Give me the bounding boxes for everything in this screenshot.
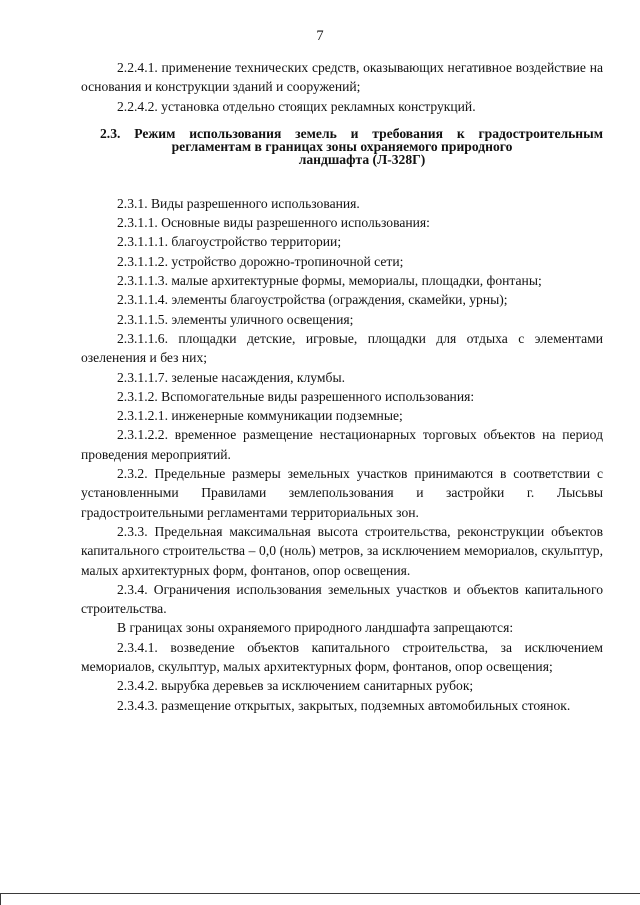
- paragraph-2-3-2: 2.3.2. Предельные размеры земельных участков принимаются в соответствии с установленными Правилами землепользования и застройки г. Лысьвы градостроительными регламентами территориальных зон.: [81, 466, 603, 520]
- paragraph-prohibitions-intro: В границах зоны охраняемого природного ландшафта запрещаются:: [117, 620, 514, 636]
- paragraph-2-2-4-1: 2.2.4.1. применение технических средств, оказывающих негативное воздействие на основания и конструкции зданий и сооружений;: [81, 60, 603, 95]
- paragraph-2-3-1-1-5: 2.3.1.1.5. элементы уличного освещения;: [117, 311, 354, 327]
- paragraph-2-3-1-1-2: 2.3.1.1.2. устройство дорожно-тропиночной сети;: [117, 253, 404, 269]
- scan-edge-bottom: [0, 893, 640, 894]
- paragraph-2-3-3: 2.3.3. Предельная максимальная высота строительства, реконструкции объектов капитального строительства – 0,0 (ноль) метров, за исключением мемориалов, скульптур, малых архитектурных форм, фонтанов, опор освещения.: [81, 523, 603, 578]
- paragraph-2-3-4-3: 2.3.4.3. размещение открытых, закрытых, подземных автомобильных стоянок.: [117, 697, 571, 713]
- section-heading-line-2: регламентам в границах зоны охраняемого природного: [171, 138, 513, 154]
- paragraph-2-3-1-1-4: 2.3.1.1.4. элементы благоустройства (ограждения, скамейки, урны);: [117, 292, 508, 308]
- scan-edge-left: [0, 893, 1, 905]
- page-number: 7: [316, 28, 324, 44]
- section-heading-line-1: 2.3. Режим использования земель и требования к градостроительным: [100, 125, 603, 141]
- section-heading: [81, 127, 603, 166]
- paragraph-2-3-1-1-6: 2.3.1.1.6. площадки детские, игровые, площадки для отдыха с элементами озеленения и без них;: [81, 330, 603, 366]
- paragraph-2-3-1-2-2: 2.3.1.2.2. временное размещение нестационарных торговых объектов на период проведения мероприятий.: [81, 427, 603, 462]
- paragraph-2-3-1: 2.3.1. Виды разрешенного использования.: [117, 195, 360, 211]
- paragraph-2-3-4: 2.3.4. Ограничения использования земельных участков и объектов капитального строительства.: [81, 581, 603, 617]
- paragraph-2-3-4-1: 2.3.4.1. возведение объектов капитального строительства, за исключением мемориалов, скульптур, малых архитектурных форм, фонтанов, опор освещения;: [81, 639, 603, 675]
- paragraph-2-2-4-2: 2.2.4.2. установка отдельно стоящих рекламных конструкций.: [117, 98, 476, 114]
- section-heading-line-3: ландшафта (Л-328Г): [298, 151, 426, 167]
- paragraph-2-3-4-2: 2.3.4.2. вырубка деревьев за исключением санитарных рубок;: [117, 678, 474, 694]
- paragraph-2-3-1-1-7: 2.3.1.1.7. зеленые насаждения, клумбы.: [117, 369, 345, 385]
- document-body: [81, 58, 603, 715]
- paragraph-2-3-1-2-1: 2.3.1.2.1. инженерные коммуникации подземные;: [117, 408, 403, 424]
- paragraph-2-3-1-1-3: 2.3.1.1.3. малые архитектурные формы, мемориалы, площадки, фонтаны;: [117, 273, 542, 289]
- paragraph-2-3-1-2: 2.3.1.2. Вспомогательные виды разрешенного использования:: [117, 388, 475, 404]
- paragraph-2-3-1-1: 2.3.1.1. Основные виды разрешенного использования:: [117, 215, 430, 231]
- paragraph-2-3-1-1-1: 2.3.1.1.1. благоустройство территории;: [117, 234, 342, 250]
